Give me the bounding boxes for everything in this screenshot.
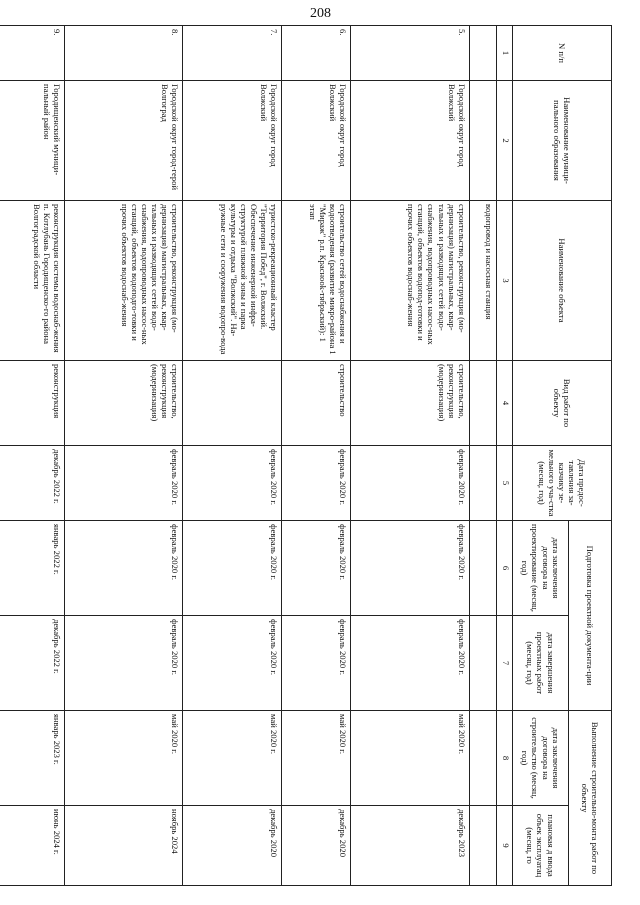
- header-design-end: дата завершения проектных работ (месяц, год): [512, 616, 568, 711]
- header-construction-group: Выполнение строительно-монта работ по объекту: [568, 711, 611, 886]
- municipality-cell: Городской округ город-герой Волгоград: [64, 81, 182, 201]
- rotated-table-container: [0, 25, 612, 885]
- construction-contract-cell: май 2020 г.: [282, 711, 351, 806]
- table-row: [0, 26, 64, 886]
- column-number: 6: [496, 521, 512, 616]
- work-type-cell: строительство, реконструкция (модернизация): [64, 361, 182, 446]
- object-cell: строительство, реконструкция (мо-дернизация) магистральных, квар-тальных и разводящих сетей водо-снабжения, водопроводных насос-ных станций, объектов водопод-готовки и прочих объектов водоснаб-жения: [351, 201, 469, 361]
- header-object-name: Наименование объекта: [512, 201, 611, 361]
- object-cell: строительство, реконструкция (мо-дернизация) магистральных, квар-тальных и разводящих сетей водо-снабжения, водопроводных насос-ных станций, объектов водоподго-товки и прочих объектов водоснаб-жения: [64, 201, 182, 361]
- design-contract-cell: февраль 2020 г.: [64, 521, 182, 616]
- work-type-cell: строительство, реконструкция (модернизация): [351, 361, 469, 446]
- table-row: [183, 26, 282, 886]
- column-number: 1: [496, 26, 512, 81]
- commissioning-cell: декабрь 2023: [351, 806, 469, 886]
- header-num: N п/п: [512, 26, 611, 81]
- column-number-row: [496, 26, 512, 886]
- commissioning-cell: ноябрь 2024: [64, 806, 182, 886]
- design-end-cell: февраль 2020 г.: [282, 616, 351, 711]
- design-end-cell: декабрь 2022 г.: [0, 616, 64, 711]
- design-contract-cell: февраль 2020 г.: [183, 521, 282, 616]
- design-end-cell: февраль 2020 г.: [183, 616, 282, 711]
- municipality-cell: Городской округ город Волжский: [183, 81, 282, 201]
- column-number: 4: [496, 361, 512, 446]
- work-type-cell: [183, 361, 282, 446]
- section-label: водопровод и насосная станция: [469, 201, 496, 361]
- municipality-cell: Городищенский муници-пальный район: [0, 81, 64, 201]
- column-number: 5: [496, 446, 512, 521]
- construction-contract-cell: май 2020 г.: [64, 711, 182, 806]
- land-date-cell: февраль 2020 г.: [351, 446, 469, 521]
- row-number: 9.: [0, 26, 64, 81]
- commissioning-cell: декабрь 2020: [282, 806, 351, 886]
- section-row: [469, 26, 496, 886]
- commissioning-cell: июнь 2024 г.: [0, 806, 64, 886]
- design-contract-cell: январь 2022 г.: [0, 521, 64, 616]
- column-number: 9: [496, 806, 512, 886]
- column-number: 2: [496, 81, 512, 201]
- header-work-type: Вид работ по объекту: [512, 361, 611, 446]
- work-type-cell: строительство: [282, 361, 351, 446]
- municipality-cell: Городской округ город Волжский: [282, 81, 351, 201]
- work-type-cell: реконструкция: [0, 361, 64, 446]
- schedule-table: [0, 25, 612, 886]
- row-number: 7.: [183, 26, 282, 81]
- object-cell: реконструкция системы водоснаб-жения п. Котлубань Городищенско-го района Волгоградской области: [0, 201, 64, 361]
- row-number: 8.: [64, 26, 182, 81]
- header-municipality: Наименование муници-пального образования: [512, 81, 611, 201]
- page-number: 208: [310, 6, 331, 21]
- construction-contract-cell: май 2020 г.: [351, 711, 469, 806]
- land-date-cell: февраль 2020 г.: [183, 446, 282, 521]
- object-cell: туристско-рекреационный кластер "Территория Побед", г. Волжский. Обеспечение инженерной инфра-структурой пляжной зоны и парка культуры и отдыха "Волжский". На-ружные сети и сооружения водопро-вода: [183, 201, 282, 361]
- column-number: 8: [496, 711, 512, 806]
- design-end-cell: февраль 2020 г.: [64, 616, 182, 711]
- commissioning-cell: декабрь 2020: [183, 806, 282, 886]
- row-number: 6.: [282, 26, 351, 81]
- design-contract-cell: февраль 2020 г.: [351, 521, 469, 616]
- column-number: 3: [496, 201, 512, 361]
- municipality-cell: Городской округ город Волжский: [351, 81, 469, 201]
- land-date-cell: февраль 2020 г.: [64, 446, 182, 521]
- row-number: 5.: [351, 26, 469, 81]
- land-date-cell: февраль 2020 г.: [282, 446, 351, 521]
- table-row: [282, 26, 351, 886]
- construction-contract-cell: май 2020 г.: [183, 711, 282, 806]
- table-row: [351, 26, 469, 886]
- table-row: [64, 26, 182, 886]
- header-commissioning: плановая д ввода объек эксплуатац (месяц, го: [512, 806, 568, 886]
- header-design-group: Подготовка проектной документа-ции: [568, 521, 611, 711]
- header-design-contract: дата заключения договора на проектирование (месяц, год): [512, 521, 568, 616]
- object-cell: строительство сетей водоснабжения и водоотведения (развитие микро-района 1 "Мираж" р.п. Краснооk-тябрьский): 1 этап: [282, 201, 351, 361]
- land-date-cell: декабрь 2022 г.: [0, 446, 64, 521]
- construction-contract-cell: январь 2023 г.: [0, 711, 64, 806]
- column-number: 7: [496, 616, 512, 711]
- header-land-date: Дата предос-тавления за-казчику зе-мельного уча-стка (месяц, год): [512, 446, 611, 521]
- header-construction-contract: дата заключения договора на строительство (месяц, год): [512, 711, 568, 806]
- design-end-cell: февраль 2020 г.: [351, 616, 469, 711]
- design-contract-cell: февраль 2020 г.: [282, 521, 351, 616]
